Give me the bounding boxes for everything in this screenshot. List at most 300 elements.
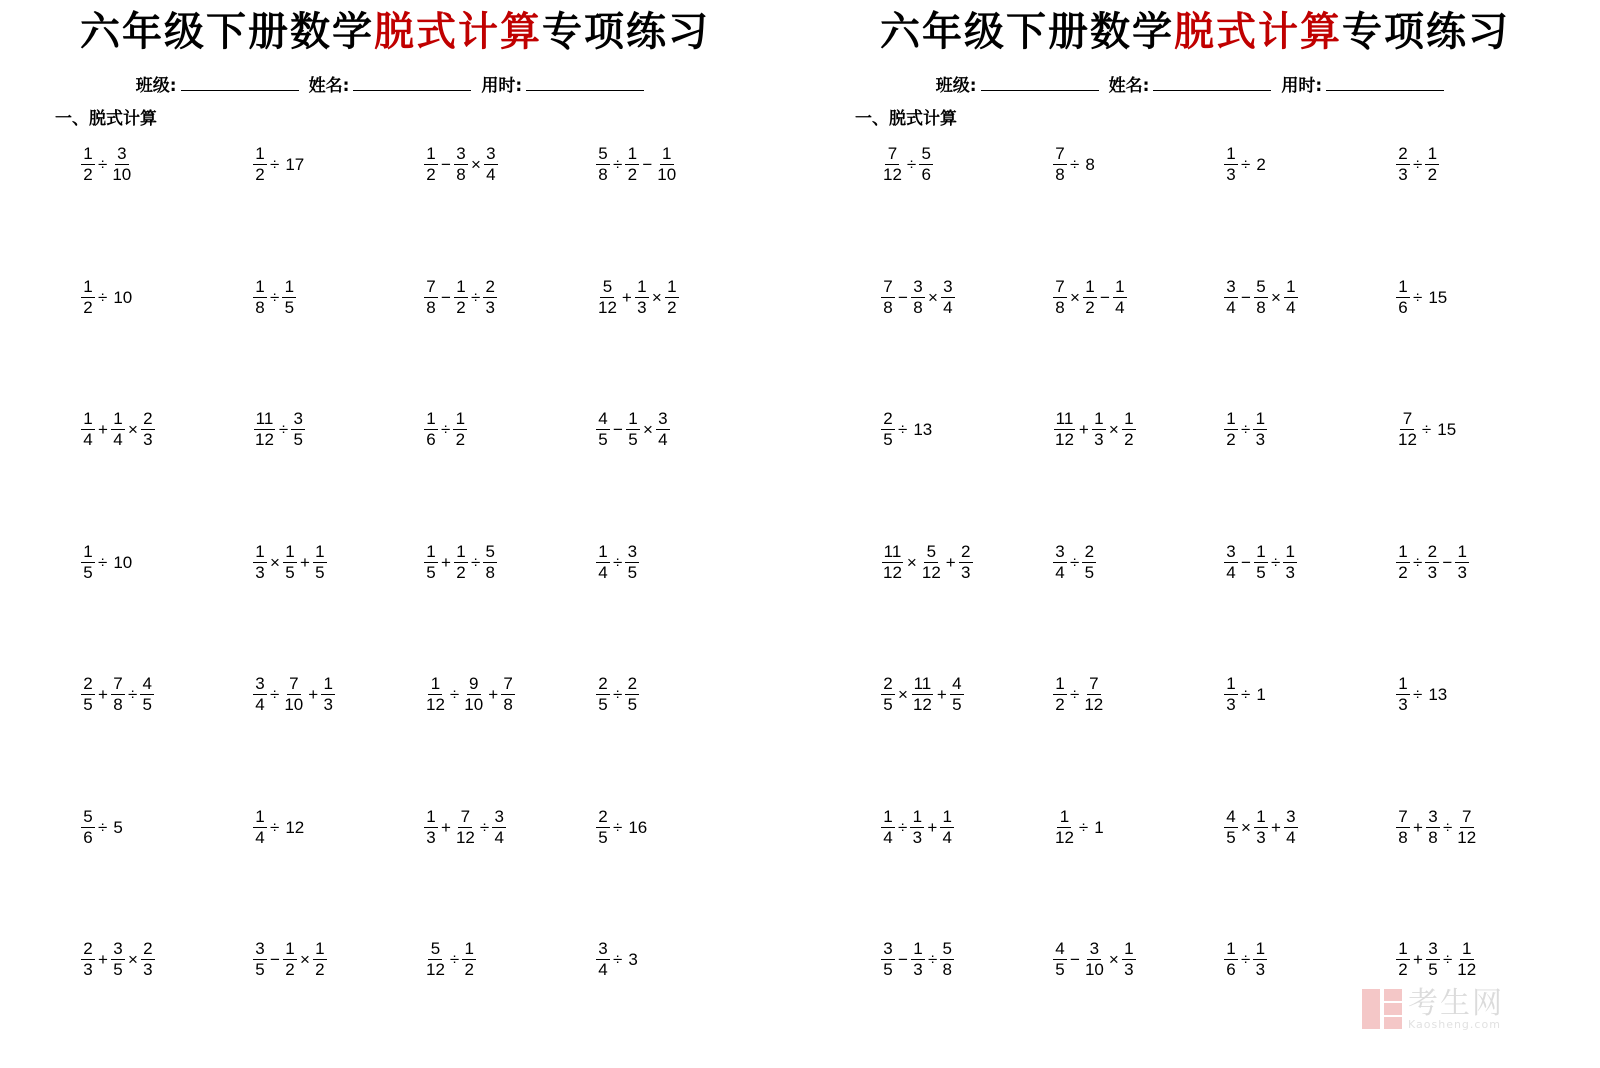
denominator: 12 (426, 959, 445, 979)
problem-10 (252, 405, 422, 453)
problem-22 (1052, 803, 1222, 851)
denominator: 12 (1398, 429, 1417, 449)
problem-17 (880, 670, 1050, 718)
numerator: 3 (1284, 808, 1298, 828)
problem-22 (252, 803, 422, 851)
operator: + (98, 685, 108, 704)
denominator: 4 (1286, 827, 1296, 847)
denominator: 5 (284, 297, 295, 317)
numerator: 1 (1053, 675, 1067, 695)
operator: + (1270, 818, 1281, 837)
time-blank (526, 74, 644, 91)
denominator: 2 (1124, 429, 1134, 449)
operator: + (936, 685, 947, 704)
denominator: 10 (112, 164, 132, 184)
fraction (1253, 410, 1267, 449)
problem-26 (1052, 935, 1222, 983)
numerator: 1 (1253, 940, 1267, 960)
problem-11 (1223, 405, 1393, 453)
numerator: 1 (1460, 940, 1474, 960)
numerator: 2 (596, 808, 610, 828)
problem-24 (595, 803, 765, 851)
problem-10 (1052, 405, 1222, 453)
operator: ÷ (441, 420, 451, 439)
problem-15 (423, 538, 593, 586)
denominator: 2 (315, 959, 325, 979)
denominator: 12 (921, 562, 941, 582)
watermark (1362, 986, 1552, 1032)
fraction (141, 410, 155, 449)
denominator: 3 (426, 827, 436, 847)
numerator: 1 (424, 543, 438, 563)
name-label: 姓名: (308, 76, 350, 96)
numerator: 7 (1396, 808, 1410, 828)
denominator: 4 (1226, 562, 1236, 582)
operator: ÷ (1241, 950, 1251, 969)
numerator: 11 (1055, 408, 1074, 428)
problem-20 (1395, 670, 1565, 718)
operator: × (906, 553, 917, 572)
denominator: 3 (143, 429, 153, 449)
integer: 2 (1256, 155, 1266, 174)
operator: − (642, 155, 653, 174)
numerator: 4 (950, 675, 964, 695)
fraction (81, 808, 95, 847)
numerator: 1 (1396, 543, 1410, 563)
numerator: 1 (1224, 940, 1238, 960)
problem-2 (1052, 140, 1222, 188)
fraction (656, 410, 670, 449)
problem-27 (423, 935, 593, 983)
problem-28 (1395, 935, 1565, 983)
operator: × (1108, 950, 1119, 969)
fraction (1254, 278, 1268, 317)
class-label: 班级: (135, 76, 177, 96)
denominator: 4 (113, 429, 123, 449)
operator: − (1070, 950, 1080, 969)
fraction (454, 145, 468, 184)
operator: − (898, 288, 908, 307)
watermark-logo-icon (1362, 989, 1402, 1029)
operator: ÷ (1070, 685, 1080, 704)
numerator: 1 (1425, 145, 1439, 165)
denominator: 4 (486, 164, 496, 184)
denominator: 5 (628, 429, 638, 449)
denominator: 12 (883, 562, 902, 582)
fraction (1224, 808, 1238, 847)
numerator: 1 (453, 410, 467, 430)
fraction (291, 410, 305, 449)
fraction (881, 410, 895, 449)
denominator: 6 (921, 164, 931, 184)
numerator: 3 (1426, 940, 1440, 960)
integer: 1 (1256, 685, 1266, 704)
integer: 10 (113, 288, 133, 307)
fraction (911, 278, 925, 317)
operator: ÷ (927, 950, 938, 969)
fraction (1455, 940, 1478, 979)
denominator: 12 (598, 297, 617, 317)
problem-13 (880, 538, 1050, 586)
fraction (483, 543, 497, 582)
fraction (1224, 410, 1238, 449)
fraction (950, 675, 964, 714)
integer: 1 (1094, 818, 1104, 837)
numerator: 7 (287, 675, 301, 695)
denominator: 6 (83, 827, 93, 847)
problem-15 (1223, 538, 1393, 586)
numerator: 5 (919, 145, 933, 165)
denominator: 4 (1226, 297, 1236, 317)
denominator: 2 (456, 562, 466, 582)
problem-24 (1395, 803, 1565, 851)
denominator: 4 (1286, 297, 1296, 317)
problem-4 (595, 140, 765, 188)
denominator: 12 (1055, 429, 1074, 449)
numerator: 3 (484, 145, 498, 165)
denominator: 2 (456, 297, 466, 317)
title-prefix: 六年级下册数学 (80, 9, 374, 55)
fraction (111, 410, 125, 449)
numerator: 7 (1053, 278, 1067, 298)
worksheet-title (0, 6, 790, 58)
numerator: 2 (959, 543, 973, 563)
numerator: 1 (428, 675, 442, 695)
fraction (1224, 278, 1238, 317)
fraction (1082, 675, 1105, 714)
fraction (625, 543, 639, 582)
fraction (1455, 808, 1478, 847)
problem-1 (80, 140, 250, 188)
problem-6 (252, 273, 422, 321)
numerator: 3 (253, 675, 267, 695)
problem-2 (252, 140, 422, 188)
problem-14 (1052, 538, 1222, 586)
fraction (881, 940, 895, 979)
fraction (253, 675, 267, 714)
fraction (424, 940, 447, 979)
operator: + (441, 818, 451, 837)
problem-14 (252, 538, 422, 586)
numerator: 2 (1396, 145, 1410, 165)
numerator: 1 (665, 278, 679, 298)
numerator: 1 (881, 808, 895, 828)
operator: ÷ (1270, 553, 1281, 572)
fraction (1455, 543, 1469, 582)
problem-7 (1223, 273, 1393, 321)
problem-7 (423, 273, 593, 321)
problem-18 (252, 670, 422, 718)
denominator: 3 (1398, 694, 1408, 714)
operator: + (1413, 950, 1423, 969)
operator: ÷ (1078, 818, 1089, 837)
operator: ÷ (1241, 685, 1251, 704)
problem-4 (1395, 140, 1565, 188)
operator: ÷ (1442, 818, 1453, 837)
fraction (462, 940, 476, 979)
fraction (81, 145, 95, 184)
operator: ÷ (1413, 553, 1423, 572)
operator: × (1070, 288, 1080, 307)
numerator: 11 (883, 541, 902, 561)
problem-21 (880, 803, 1050, 851)
operator: ÷ (613, 553, 623, 572)
fraction (454, 543, 468, 582)
numerator: 4 (596, 410, 610, 430)
denominator: 4 (494, 827, 504, 847)
denominator: 2 (426, 164, 436, 184)
numerator: 1 (1122, 940, 1136, 960)
fraction (1092, 410, 1106, 449)
numerator: 5 (81, 808, 95, 828)
denominator: 8 (913, 297, 923, 317)
denominator: 2 (455, 429, 466, 449)
denominator: 3 (1226, 694, 1236, 714)
denominator: 3 (1226, 164, 1236, 184)
operator: ÷ (270, 685, 280, 704)
numerator: 2 (596, 675, 610, 695)
denominator: 2 (1398, 959, 1408, 979)
operator: ÷ (1413, 288, 1423, 307)
numerator: 1 (81, 145, 95, 165)
numerator: 5 (483, 543, 497, 563)
problem-8 (1395, 273, 1565, 321)
numerator: 7 (1460, 808, 1474, 828)
operator: ÷ (270, 288, 280, 307)
fraction (1224, 145, 1238, 184)
fraction (940, 940, 954, 979)
time-blank (1326, 74, 1444, 91)
numerator: 3 (881, 940, 895, 960)
operator: ÷ (906, 155, 917, 174)
denominator: 3 (1124, 959, 1134, 979)
denominator: 5 (627, 694, 638, 714)
fraction (1396, 543, 1410, 582)
student-info-row (0, 74, 790, 97)
denominator: 4 (255, 827, 265, 847)
fraction (454, 278, 468, 317)
numerator: 7 (458, 808, 472, 828)
numerator: 1 (1122, 410, 1136, 430)
fraction (424, 675, 447, 714)
denominator: 5 (883, 959, 893, 979)
fraction (881, 808, 895, 847)
integer: 17 (285, 155, 305, 174)
denominator: 4 (598, 562, 608, 582)
numerator: 4 (1053, 940, 1067, 960)
class-label: 班级: (935, 76, 977, 96)
denominator: 3 (913, 959, 923, 979)
numerator: 1 (1092, 410, 1106, 430)
fraction (282, 278, 296, 317)
operator: ÷ (613, 685, 623, 704)
numerator: 1 (1253, 410, 1267, 430)
numerator: 5 (428, 940, 442, 960)
numerator: 7 (881, 278, 895, 298)
class-blank (981, 74, 1099, 91)
denominator: 2 (1085, 297, 1095, 317)
denominator: 6 (426, 429, 436, 449)
denominator: 3 (143, 959, 153, 979)
numerator: 1 (1284, 278, 1298, 298)
denominator: 8 (1428, 827, 1438, 847)
fraction (141, 940, 155, 979)
fraction (911, 675, 934, 714)
problem-28 (595, 935, 765, 983)
name-label: 姓名: (1108, 76, 1150, 96)
operator: ÷ (470, 288, 481, 307)
fraction (911, 940, 925, 979)
numerator: 2 (881, 410, 895, 430)
numerator: 2 (881, 675, 895, 695)
title-highlight: 脱式计算 (1174, 9, 1342, 55)
operator: ÷ (278, 420, 289, 439)
operator: + (488, 685, 499, 704)
fraction (81, 675, 95, 714)
numerator: 1 (635, 278, 649, 298)
fraction (920, 543, 943, 582)
denominator: 12 (455, 827, 475, 847)
denominator: 5 (293, 429, 303, 449)
fraction (1284, 808, 1298, 847)
problem-17 (80, 670, 250, 718)
denominator: 2 (255, 164, 265, 184)
numerator: 7 (111, 675, 125, 695)
denominator: 3 (83, 959, 93, 979)
operator: × (299, 950, 310, 969)
denominator: 3 (1256, 827, 1266, 847)
denominator: 5 (426, 562, 436, 582)
problem-19 (423, 670, 593, 718)
numerator: 7 (885, 145, 899, 165)
problem-1 (880, 140, 1050, 188)
problem-12 (595, 405, 765, 453)
denominator: 5 (598, 429, 608, 449)
problem-9 (80, 405, 250, 453)
fraction (1082, 543, 1096, 582)
fraction (313, 543, 327, 582)
denominator: 8 (942, 959, 953, 979)
fraction (111, 940, 125, 979)
numerator: 7 (1087, 675, 1101, 695)
denominator: 3 (960, 562, 971, 582)
fraction (1254, 543, 1268, 582)
fraction (321, 675, 335, 714)
time-label: 用时: (1281, 76, 1323, 96)
numerator: 3 (911, 278, 925, 298)
denominator: 12 (883, 164, 902, 184)
fraction (1224, 940, 1238, 979)
problem-16 (1395, 538, 1565, 586)
denominator: 6 (1398, 297, 1408, 317)
operator: ÷ (270, 155, 280, 174)
denominator: 4 (942, 827, 953, 847)
integer: 5 (113, 818, 123, 837)
operator: + (98, 420, 108, 439)
denominator: 8 (485, 562, 496, 582)
fraction (1396, 940, 1410, 979)
numerator: 2 (483, 278, 497, 298)
numerator: 1 (910, 808, 924, 828)
operator: ÷ (1421, 420, 1432, 439)
denominator: 12 (255, 429, 274, 449)
operator: ÷ (270, 818, 280, 837)
fraction (596, 940, 610, 979)
numerator: 4 (1224, 808, 1238, 828)
operator: × (127, 950, 138, 969)
fraction (453, 410, 467, 449)
numerator: 2 (141, 940, 155, 960)
numerator: 1 (81, 543, 95, 563)
operator: ÷ (98, 818, 108, 837)
numerator: 1 (253, 808, 267, 828)
fraction (1113, 278, 1127, 317)
problem-6 (1052, 273, 1222, 321)
numerator: 1 (81, 278, 95, 298)
numerator: 3 (596, 940, 610, 960)
operator: ÷ (470, 553, 481, 572)
denominator: 4 (943, 297, 953, 317)
fraction (1284, 278, 1298, 317)
fraction (1224, 543, 1238, 582)
fraction (596, 808, 610, 847)
numerator: 1 (313, 940, 327, 960)
integer: 15 (1428, 288, 1448, 307)
operator: + (927, 818, 938, 837)
denominator: 3 (1398, 164, 1408, 184)
numerator: 1 (660, 145, 674, 165)
fraction (1053, 940, 1067, 979)
fraction (1396, 278, 1410, 317)
fraction (941, 278, 955, 317)
problem-16 (595, 538, 765, 586)
numerator: 1 (1057, 808, 1071, 828)
numerator: 5 (596, 145, 610, 165)
integer: 15 (1437, 420, 1457, 439)
fraction (462, 675, 485, 714)
operator: × (1241, 818, 1251, 837)
fraction (1053, 543, 1067, 582)
problem-26 (252, 935, 422, 983)
fraction (596, 145, 610, 184)
numerator: 2 (625, 675, 639, 695)
denominator: 5 (1256, 562, 1266, 582)
fraction (81, 940, 95, 979)
numerator: 2 (81, 675, 95, 695)
operator: ÷ (1413, 155, 1423, 174)
denominator: 5 (1055, 959, 1065, 979)
denominator: 3 (1094, 429, 1104, 449)
fraction (625, 675, 639, 714)
numerator: 1 (313, 543, 327, 563)
fraction (424, 543, 438, 582)
integer: 3 (628, 950, 638, 969)
fraction (253, 410, 276, 449)
operator: − (270, 950, 280, 969)
operator: + (299, 553, 310, 572)
fraction (1396, 675, 1410, 714)
problem-3 (1223, 140, 1393, 188)
numerator: 1 (81, 410, 95, 430)
fraction (253, 278, 267, 317)
denominator: 2 (285, 959, 295, 979)
denominator: 2 (667, 297, 677, 317)
denominator: 6 (1226, 959, 1236, 979)
numerator: 1 (424, 145, 438, 165)
operator: − (1241, 288, 1251, 307)
problem-25 (880, 935, 1050, 983)
numerator: 1 (626, 410, 640, 430)
